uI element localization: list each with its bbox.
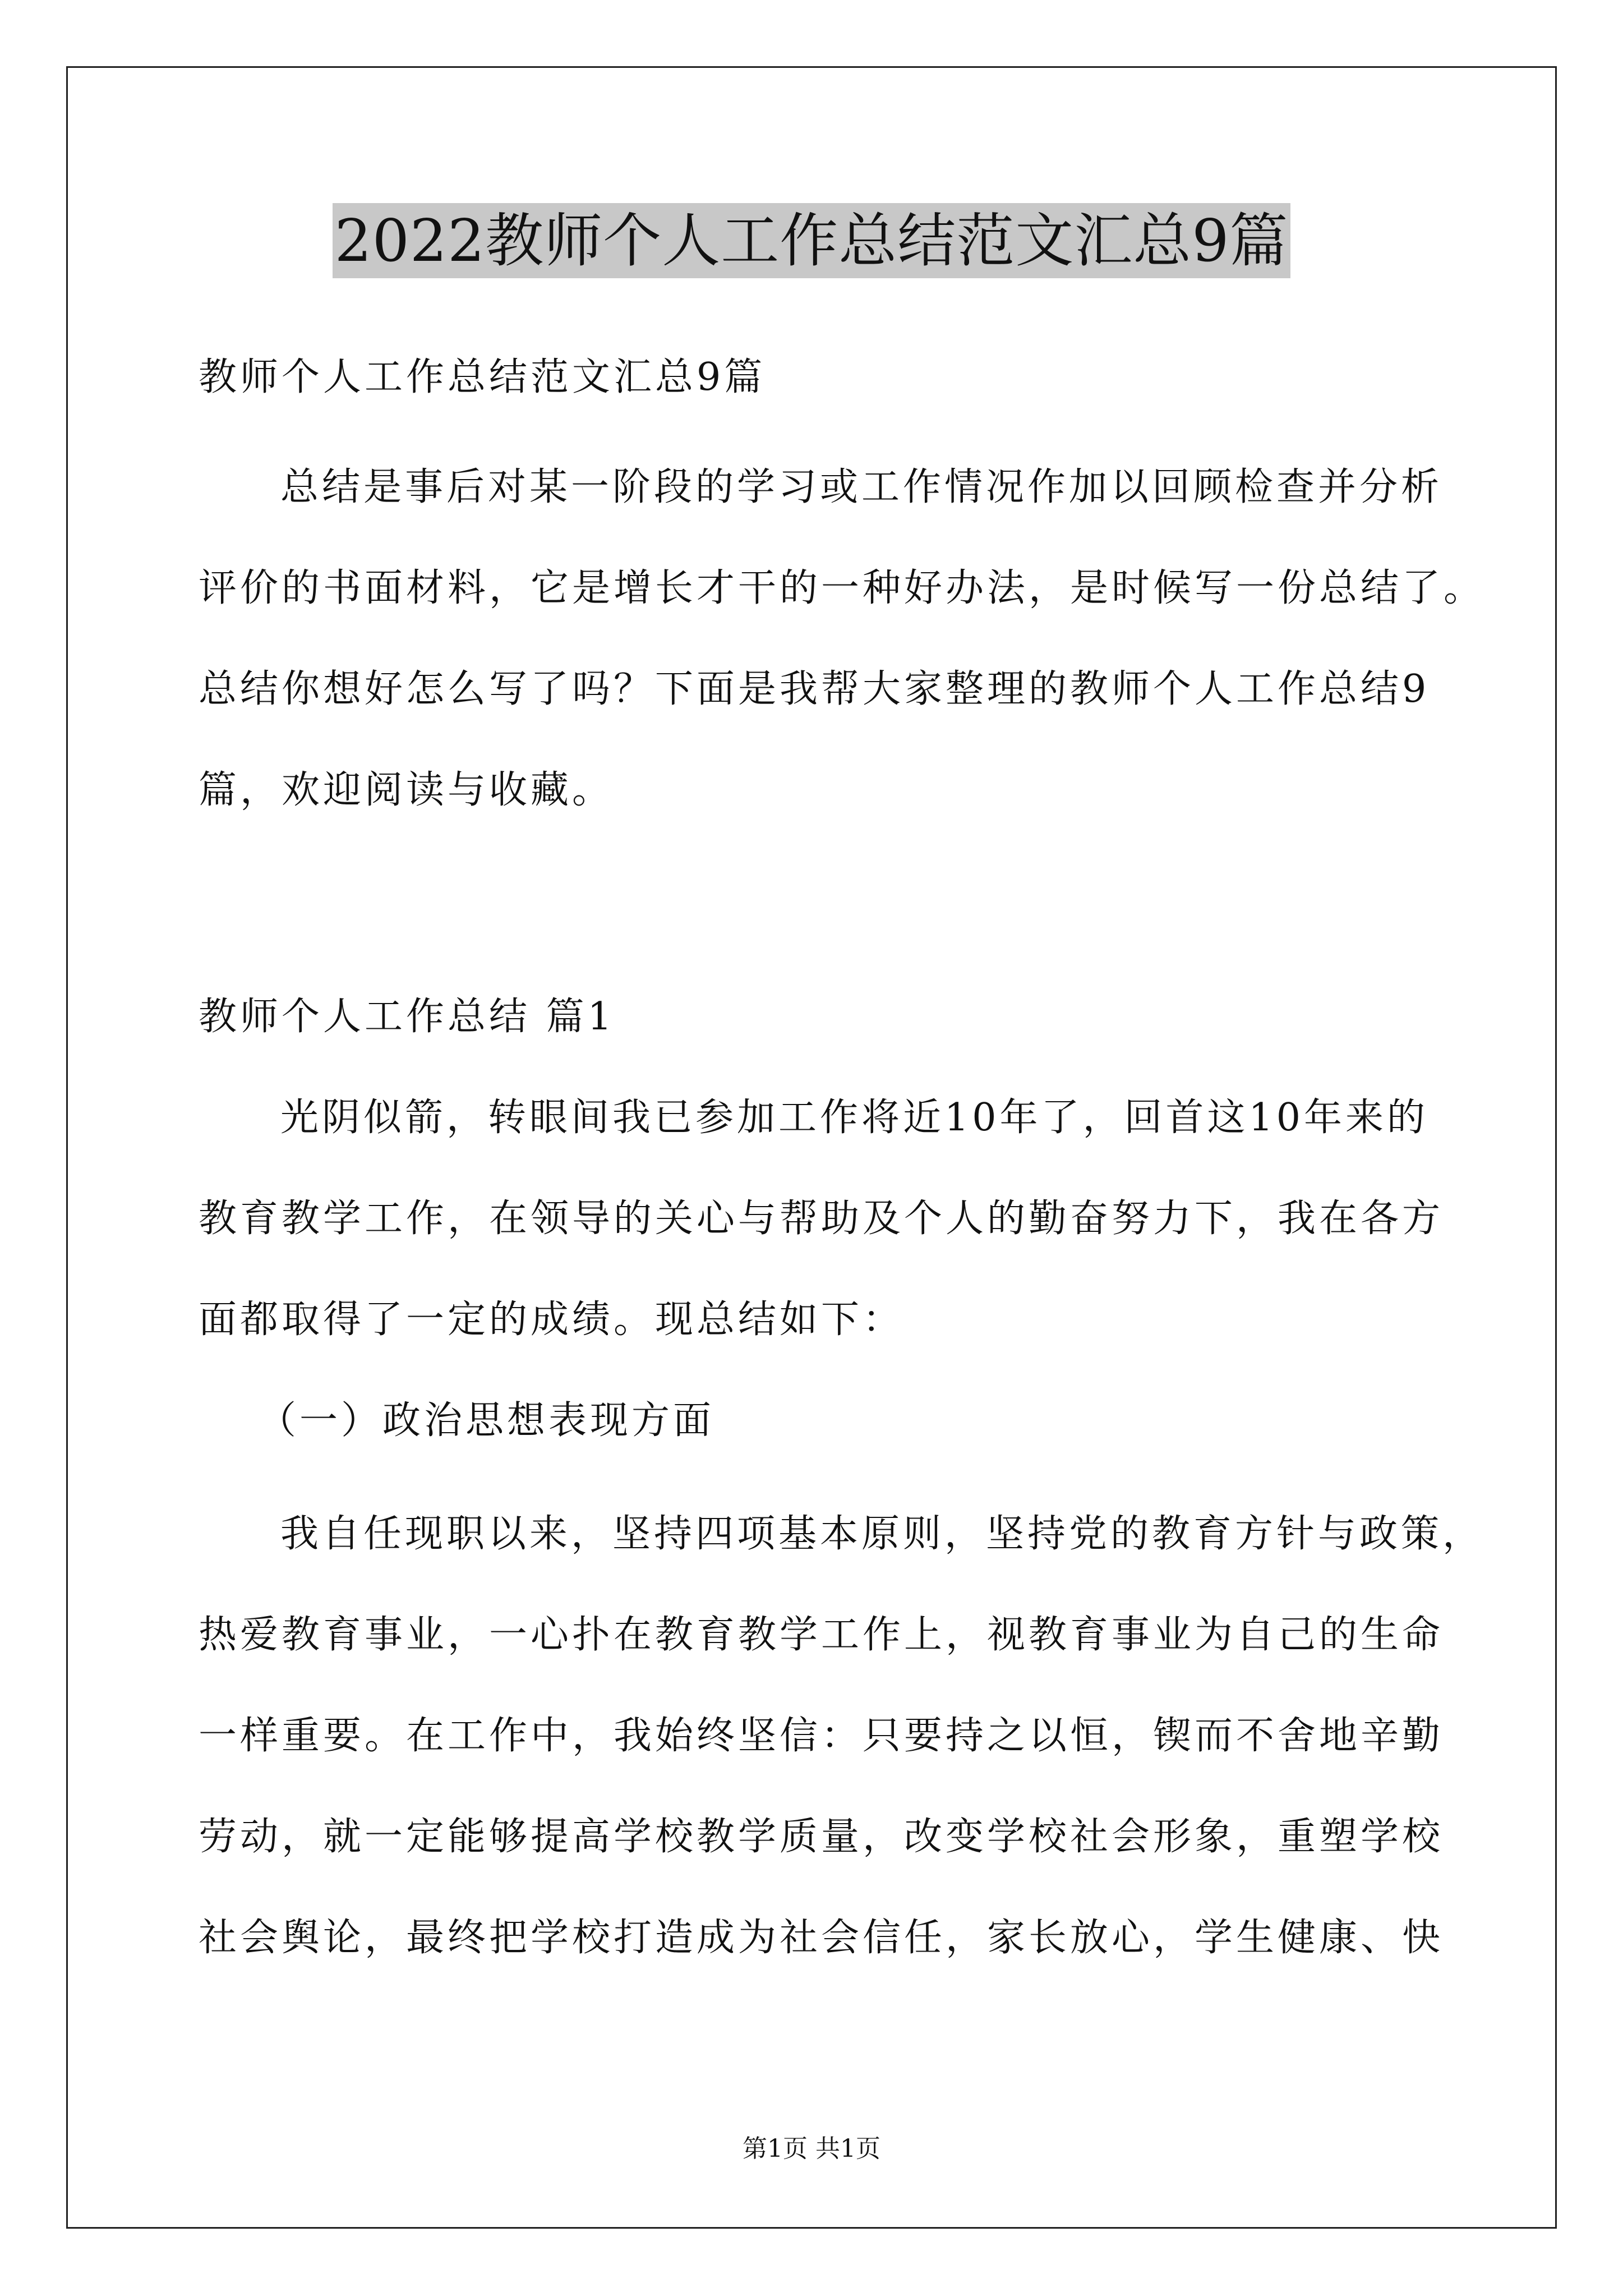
page-footer: 第1页 共1页 — [743, 2134, 880, 2163]
body-line-2: 教育教学工作，在领导的关心与帮助及个人的勤奋努力下，我在各方 — [199, 1197, 1444, 1241]
section-heading: 教师个人工作总结 篇1 — [199, 995, 615, 1039]
body-line-4: 我自任现职以来，坚持四项基本原则，坚持党的教育方针与政策， — [280, 1512, 1484, 1556]
body-line-3: 面都取得了一定的成绩。现总结如下： — [199, 1297, 905, 1342]
body-line-6: 一样重要。在工作中，我始终坚信：只要持之以恒，锲而不舍地辛勤 — [199, 1714, 1444, 1758]
body-line-7: 劳动，就一定能够提高学校教学质量，改变学校社会形象，重塑学校 — [199, 1815, 1444, 1859]
document-title: 2022教师个人工作总结范文汇总9篇 — [333, 203, 1291, 278]
body-line-5: 热爱教育事业，一心扑在教育教学工作上，视教育事业为自己的生命 — [199, 1613, 1444, 1657]
intro-line-3: 总结你想好怎么写了吗？下面是我帮大家整理的教师个人工作总结9 — [199, 667, 1430, 711]
subsection-heading: （一）政治思想表现方面 — [258, 1398, 715, 1443]
subtitle-line: 教师个人工作总结范文汇总9篇 — [199, 355, 766, 399]
title-container — [0, 203, 1623, 278]
intro-line-2: 评价的书面材料，它是增长才干的一种好办法，是时候写一份总结了。 — [199, 566, 1486, 610]
intro-line-4: 篇，欢迎阅读与收藏。 — [199, 768, 614, 812]
body-line-1: 光阴似箭，转眼间我已参加工作将近10年了，回首这10年来的 — [280, 1096, 1429, 1140]
body-line-8: 社会舆论，最终把学校打造成为社会信任，家长放心，学生健康、快 — [199, 1916, 1444, 1960]
intro-line-1: 总结是事后对某一阶段的学习或工作情况作加以回顾检查并分析 — [280, 465, 1443, 509]
